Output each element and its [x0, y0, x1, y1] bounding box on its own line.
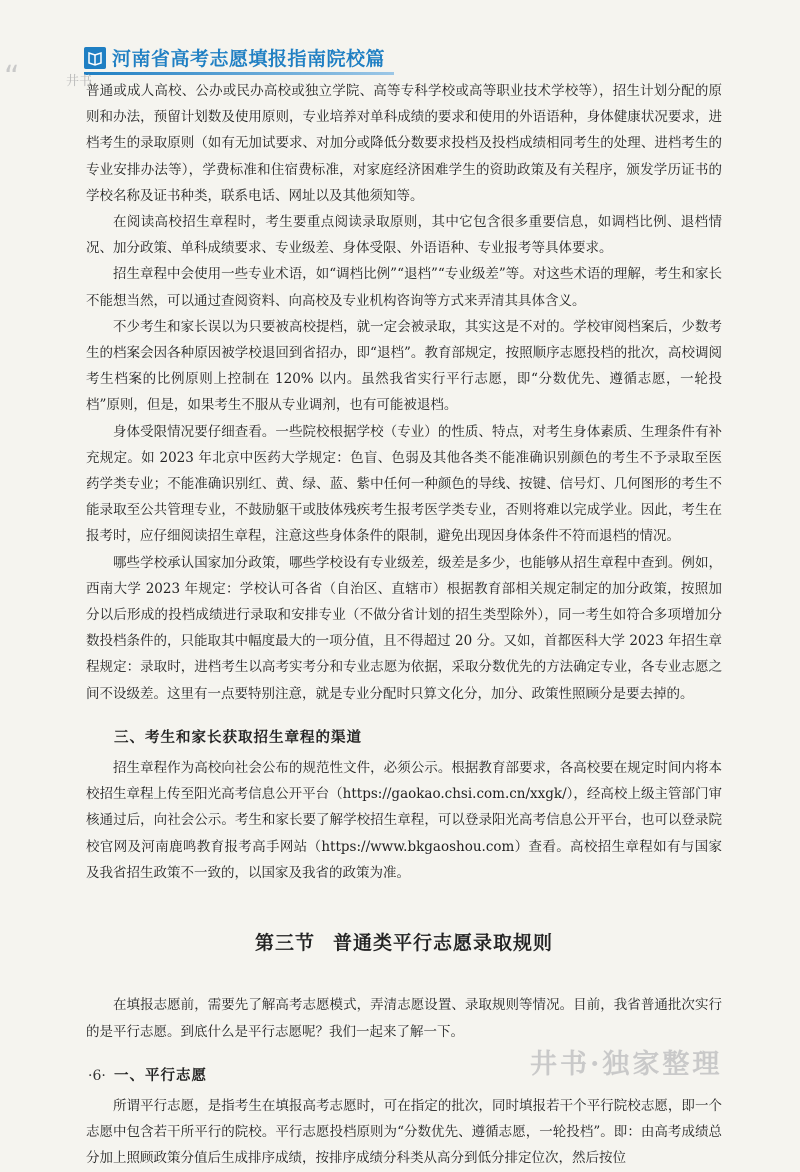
paragraph: 身体受限情况要仔细查看。一些院校根据学校（专业）的性质、特点，对考生身体素质、生理条件有补充规定。如 2023 年北京中医药大学规定：色盲、色弱及其他各类不能准确识别颜色的考生不予录取至医药学类专业；不能准确识别红、黄、绿、蓝、紫中任何一种颜色的导线、按键、信号灯、几何图形的考生不能录取至公共管理专业，不鼓励躯干或肢体残疾考生报考医学类专业，否则将难以完成学业。因此，考生在报考时，应仔细阅读招生章程，注意这些身体条件的限制，避免出现因身体条件不符而退档的情况。: [86, 423, 722, 545]
body-text: [86, 78, 722, 1172]
header-title: 河南省高考志愿填报指南院校篇: [112, 48, 386, 70]
paragraph: 所谓平行志愿，是指考生在填报高考志愿时，可在指定的批次，同时填报若干个平行院校志愿，即一个志愿中包含若干所平行的院校。平行志愿投档原则为“分数优先、遵循志愿，一轮投档”。即：由高考成绩总分加上照顾政策分值后生成排序成绩，按排序成绩分科类从高分到低分排定位次，然后按位: [86, 1097, 722, 1167]
paragraph: 招生章程作为高校向社会公布的规范性文件，必须公示。根据教育部要求，各高校要在规定时间内将本校招生章程上传至阳光高考信息公开平台（https://gaokao.chsi.com.cn/xxgk/），经高校上级主管部门审核通过后，向社会公示。考生和家长要了解学校招生章程，可以登录阳光高考信息公开平台，也可以登录院校官网及河南鹿鸣教育报考高手网站（https://www.bkgaoshou.com）查看。高校招生章程如有与国家及我省招生政策不一致的，以国家及我省的政策为准。: [86, 760, 722, 881]
section-number: 第三节: [254, 932, 315, 955]
paragraph: 不少考生和家长误以为只要被高校提档，就一定会被录取，其实这是不对的。学校审阅档案后，少数考生的档案会因各种原因被学校退回到省招办，即“退档”。教育部规定，按照顺序志愿投档的批次，高校调阅考生档案的比例原则上控制在 120% 以内。虽然我省实行平行志愿，即“分数优先、遵循志愿，一轮投档”原则，但是，如果考生不服从专业调剂，也有可能被退档。: [86, 318, 722, 414]
header-rule: [84, 72, 394, 75]
subheading-parallel: 一、平行志愿: [114, 1067, 207, 1084]
paragraph: 哪些学校承认国家加分政策，哪些学校设有专业级差，级差是多少，也能够从招生章程中查到。例如，西南大学 2023 年规定：学校认可各省（自治区、直辖市）根据教育部相关规定制定的加分政策，按照加分以后形成的投档成绩进行录取和安排专业（不做分省计划的招生类型除外），同一考生如符合多项增加分数投档条件的，只能取其中幅度最大的一项分值，且不得超过 20 分。又如，首都医科大学 2023 年招生章程规定：录取时，进档考生以高考实考分和专业志愿为依据，采取分数优先的方法确定专业，各专业志愿之间不设级差。这里有一点要特别注意，就是专业分配时只算文化分，加分、政策性照顾分是要去掉的。: [86, 554, 722, 702]
watermark-stamp: 井书: [66, 74, 93, 89]
paragraph: 招生章程中会使用一些专业术语，如“调档比例”“退档”“专业级差”等。对这些术语的理解，考生和家长不能想当然，可以通过查阅资料、向高校及专业机构咨询等方式来弄清其具体含义。: [86, 266, 722, 309]
section-name: 普通类平行志愿录取规则: [333, 932, 554, 955]
paragraph: 在填报志愿前，需要先了解高考志愿模式，弄清志愿设置、录取规则等情况。目前，我省普通批次实行的是平行志愿。到底什么是平行志愿呢？我们一起来了解一下。: [86, 997, 722, 1040]
book-logo-icon: [84, 47, 106, 69]
decorative-quote-mark: “: [4, 60, 20, 95]
section-title: [86, 930, 722, 956]
subheading-channels: 三、考生和家长获取招生章程的渠道: [114, 729, 362, 746]
paragraph: 普通或成人高校、公办或民办高校或独立学院、高等专科学校或高等职业技术学校等），招生计划分配的原则和办法，预留计划数及使用原则，专业培养对单科成绩的要求和使用的外语语种，身体健康状况要求，进档考生的录取原则（如有无加试要求、对加分或降低分数要求投档及投档成绩相同考生的处理、进档考生的专业安排办法等），学费标准和住宿费标准，对家庭经济困难学生的资助政策及有关程序，颁发学历证书的学校名称及证书种类，联系电话、网址以及其他须知等。: [86, 83, 722, 204]
paragraph: 在阅读高校招生章程时，考生要重点阅读录取原则，其中它包含很多重要信息，如调档比例、退档情况、加分政策、单科成绩要求、专业级差、身体受限、外语语种、专业报考等具体要求。: [86, 214, 722, 257]
page-number: ·6·: [88, 1068, 106, 1084]
footer-watermark: 井书·独家整理: [530, 1049, 723, 1080]
running-header: [84, 44, 385, 71]
